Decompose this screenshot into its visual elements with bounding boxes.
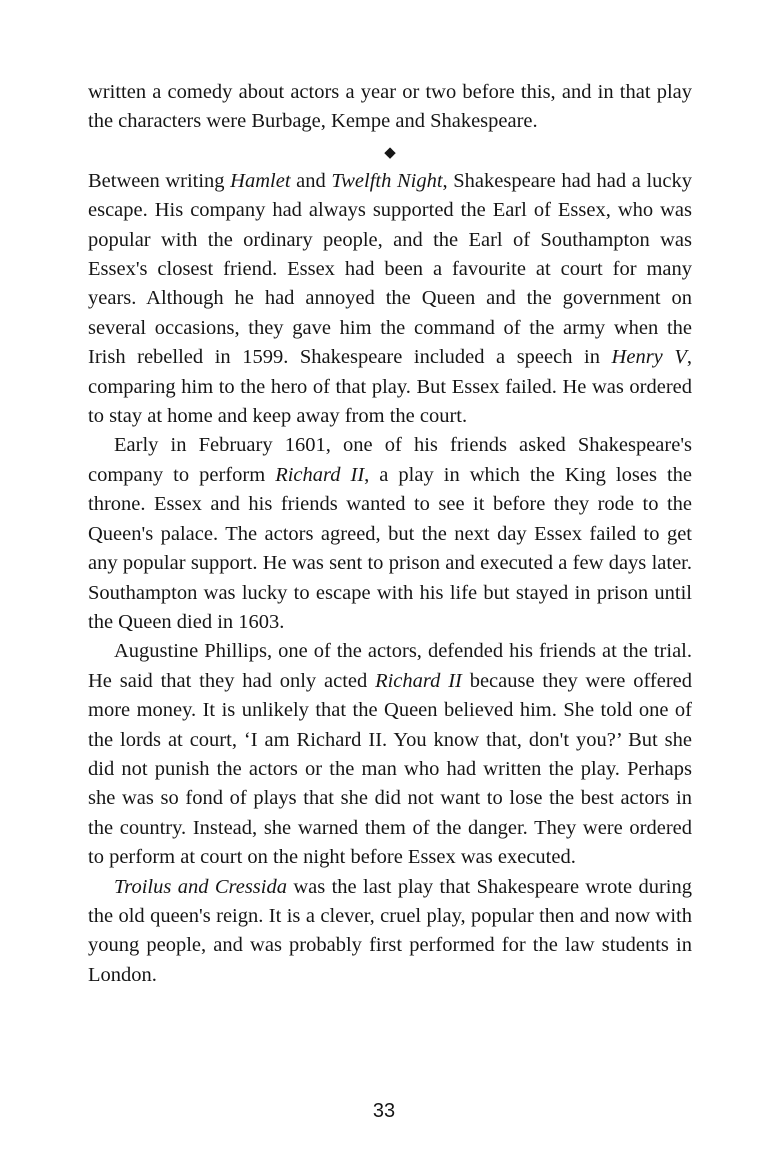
text-run: Early in February 1601, one of his friends asked Shakespeare's company to perform: [88, 434, 692, 486]
text-run: written a comedy about actors a year or two before this, and in that play the characters were Burbage, Kempe and Shakespeare.: [88, 81, 692, 133]
paragraph-continuation: [88, 78, 692, 137]
text-run: Between writing: [88, 169, 231, 192]
paragraph-augustine-phillips: [88, 637, 692, 872]
body-text: [88, 78, 692, 990]
title-italic-text: Hamlet: [230, 169, 291, 192]
title-italic-text: Henry V: [611, 346, 687, 369]
title-italic-text: Richard II: [275, 463, 365, 486]
text-run: was the last play that Shakespeare wrote during the old queen's reign. It is a clever, cruel play, popular then and now with young people, and was probably first performed for the law students in London.: [88, 875, 692, 986]
paragraph-richard-ii-performance: [88, 431, 692, 637]
text-run: , a play in which the King loses the throne. Essex and his friends wanted to see it before they rode to the Queen's palace. The actors agreed, but the next day Essex failed to get any popular support. He was sent to prison and executed a few days later. Southampton was lucky to escape with his life but stayed in prison until the Queen died in 1603.: [88, 463, 692, 633]
page-number: 33: [372, 1100, 396, 1122]
text-run: , comparing him to the hero of that play. But Essex failed. He was ordered to stay at home and keep away from the court.: [88, 346, 692, 428]
text-run: because they were offered more money. It is unlikely that the Queen believed him. She told one of the lords at court, ‘I am Richard II. You know that, don't you?’ But she did not punish the actors or the man who had written the play. Perhaps she was so fond of plays that she did not want to lose the best actors in the country. Instead, she warned them of the danger. They were ordered to perform at court on the night before Essex was executed.: [88, 669, 693, 869]
title-italic-text: Twelfth Night: [331, 169, 443, 192]
text-run: , Shakespeare had had a lucky escape. His company had always supported the Earl of Essex, who was popular with the ordinary people, and the Earl of Southampton was Essex's closest friend. Essex had been a favourite at court for many years. Although he had annoyed the Queen and the government on several occasions, they gave him the command of the army when the Irish rebelled in 1599. Shakespeare included a speech in: [88, 169, 692, 369]
title-italic-text: Richard II: [375, 669, 462, 692]
title-italic-text: Troilus and Cressida: [114, 875, 287, 898]
paragraph-troilus-and-cressida: [88, 873, 692, 991]
text-run: and: [290, 169, 332, 192]
diamond-icon: ◆: [384, 144, 396, 161]
section-break-ornament: [88, 137, 692, 167]
text-run: Augustine Phillips, one of the actors, defended his friends at the trial. He said that they had only acted: [88, 640, 692, 692]
paragraph-essex: [88, 167, 692, 432]
